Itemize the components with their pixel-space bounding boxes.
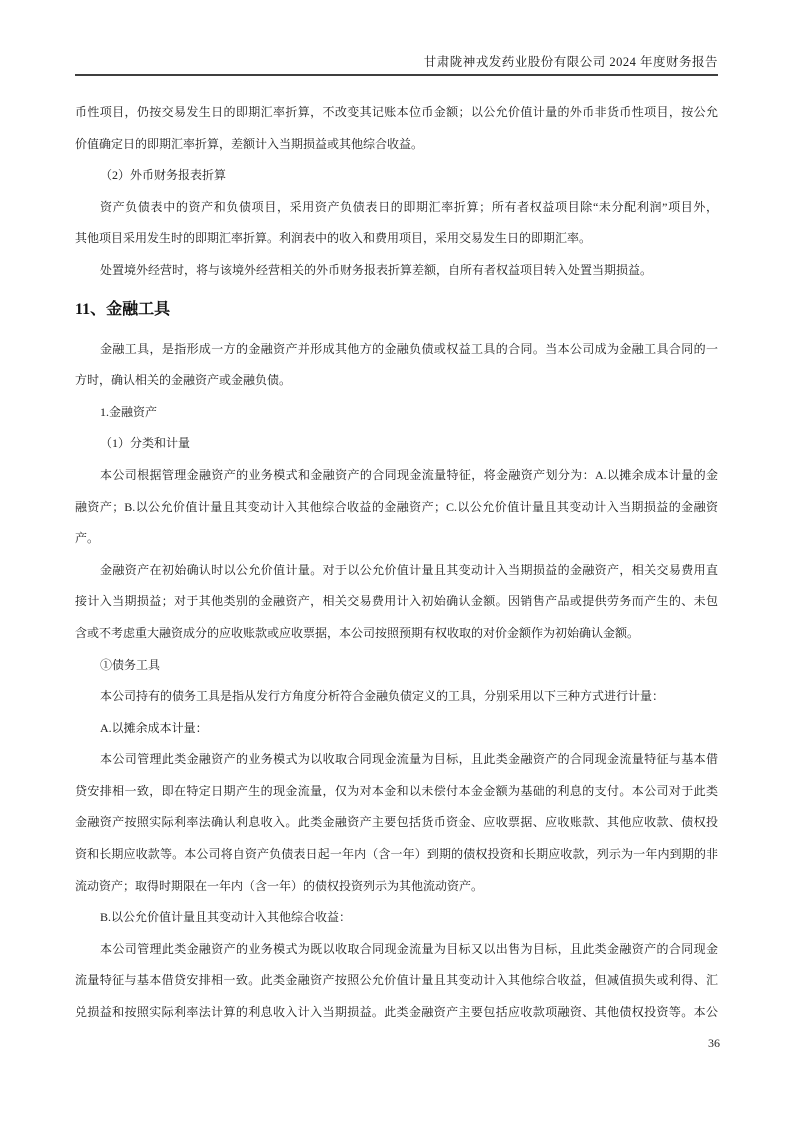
- subheading-fvoci: B.以公允价值计量且其变动计入其他综合收益：: [100, 910, 352, 925]
- text-line: 融资产；B.以公允价值计量且其变动计入其他综合收益的金融资产；C.以公允价值计量且其变动计入当期损益的金融资: [75, 499, 718, 514]
- text-line: 币性项目，仍按交易发生日的即期汇率折算，不改变其记账本位币金额；以公允价值计量的外币非货币性项目，按公允: [75, 105, 718, 119]
- text-line: 资和长期应收款等。本公司将自资产负债表日起一年内（含一年）到期的债权投资和长期应收款，列示为一年内到期的非: [75, 847, 718, 862]
- text-line: 本公司管理此类金融资产的业务模式为既以收取合同现金流量为目标又以出售为目标，且此类金融资产的合同现金: [100, 941, 718, 956]
- document-body: [75, 97, 718, 1029]
- text-line: 贷安排相一致，即在特定日期产生的现金流量，仅为对本金和以未偿付本金金额为基础的利息的支付。本公司对于此类: [75, 783, 718, 798]
- report-header-title: 甘肃陇神戎发药业股份有限公司 2024 年度财务报告: [423, 55, 718, 69]
- text-line: 本公司持有的债务工具是指从发行方角度分析符合金融负债定义的工具，分别采用以下三种方式进行计量：: [100, 689, 665, 704]
- text-line: 流量特征与基本借贷安排相一致。此类金融资产按照公允价值计量且其变动计入其他综合收益，但减值损失或利得、汇: [75, 973, 718, 988]
- text-line: 处置境外经营时，将与该境外经营相关的外币财务报表折算差额，自所有者权益项目转入处置当期损益。: [100, 262, 653, 277]
- text-line: 资产负债表中的资产和负债项目，采用资产负债表日的即期汇率折算；所有者权益项目除“未分配利润”项目外，: [100, 199, 718, 214]
- subheading-classification-measurement: （1）分类和计量: [100, 436, 191, 451]
- subheading-foreign-currency-statements: （2）外币财务报表折算: [100, 168, 227, 183]
- page-number: 36: [708, 1036, 720, 1050]
- text-line: 接计入当期损益；对于其他类别的金融资产，相关交易费用计入初始确认金额。因销售产品或提供劳务而产生的、未包: [75, 594, 718, 609]
- text-line: 其他项目采用发生时的即期汇率折算。利润表中的收入和费用项目，采用交易发生日的即期汇率。: [75, 231, 592, 246]
- text-line: 方时，确认相关的金融资产或金融负债。: [75, 373, 292, 388]
- text-line: 兑损益和按照实际利率法计算的利息收入计入当期损益。此类金融资产主要包括应收款项融资、其他债权投资等。本公: [75, 1005, 718, 1020]
- text-line: 金融资产按照实际利率法确认利息收入。此类金融资产主要包括货币资金、应收票据、应收账款、其他应收款、债权投: [75, 815, 718, 830]
- text-line: 金融工具，是指形成一方的金融资产并形成其他方的金融负债或权益工具的合同。当本公司成为金融工具合同的一: [100, 341, 718, 356]
- text-line: 产。: [75, 531, 100, 546]
- subheading-debt-instruments: ①债务工具: [100, 657, 161, 672]
- text-line: 流动资产；取得时期限在一年内（含一年）的债权投资列示为其他流动资产。: [75, 878, 484, 893]
- text-line: 本公司根据管理金融资产的业务模式和金融资产的合同现金流量特征，将金融资产划分为：A.以摊余成本计量的金: [100, 467, 718, 482]
- page-header: [75, 0, 718, 76]
- text-line: 本公司管理此类金融资产的业务模式为以收取合同现金流量为目标，且此类金融资产的合同现金流量特征与基本借: [100, 752, 718, 767]
- text-line: 含或不考虑重大融资成分的应收账款或应收票据，本公司按照预期有权收取的对价金额作为初始确认金额。: [75, 625, 640, 640]
- text-line: 价值确定日的即期汇率折算，差额计入当期损益或其他综合收益。: [75, 136, 424, 151]
- subheading-amortized-cost: A.以摊余成本计量：: [100, 720, 208, 735]
- subheading-financial-assets: 1.金融资产: [100, 404, 158, 419]
- section-heading-financial-instruments: 11、金融工具: [75, 300, 171, 318]
- text-line: 金融资产在初始确认时以公允价值计量。对于以公允价值计量且其变动计入当期损益的金融资产，相关交易费用直: [100, 562, 718, 577]
